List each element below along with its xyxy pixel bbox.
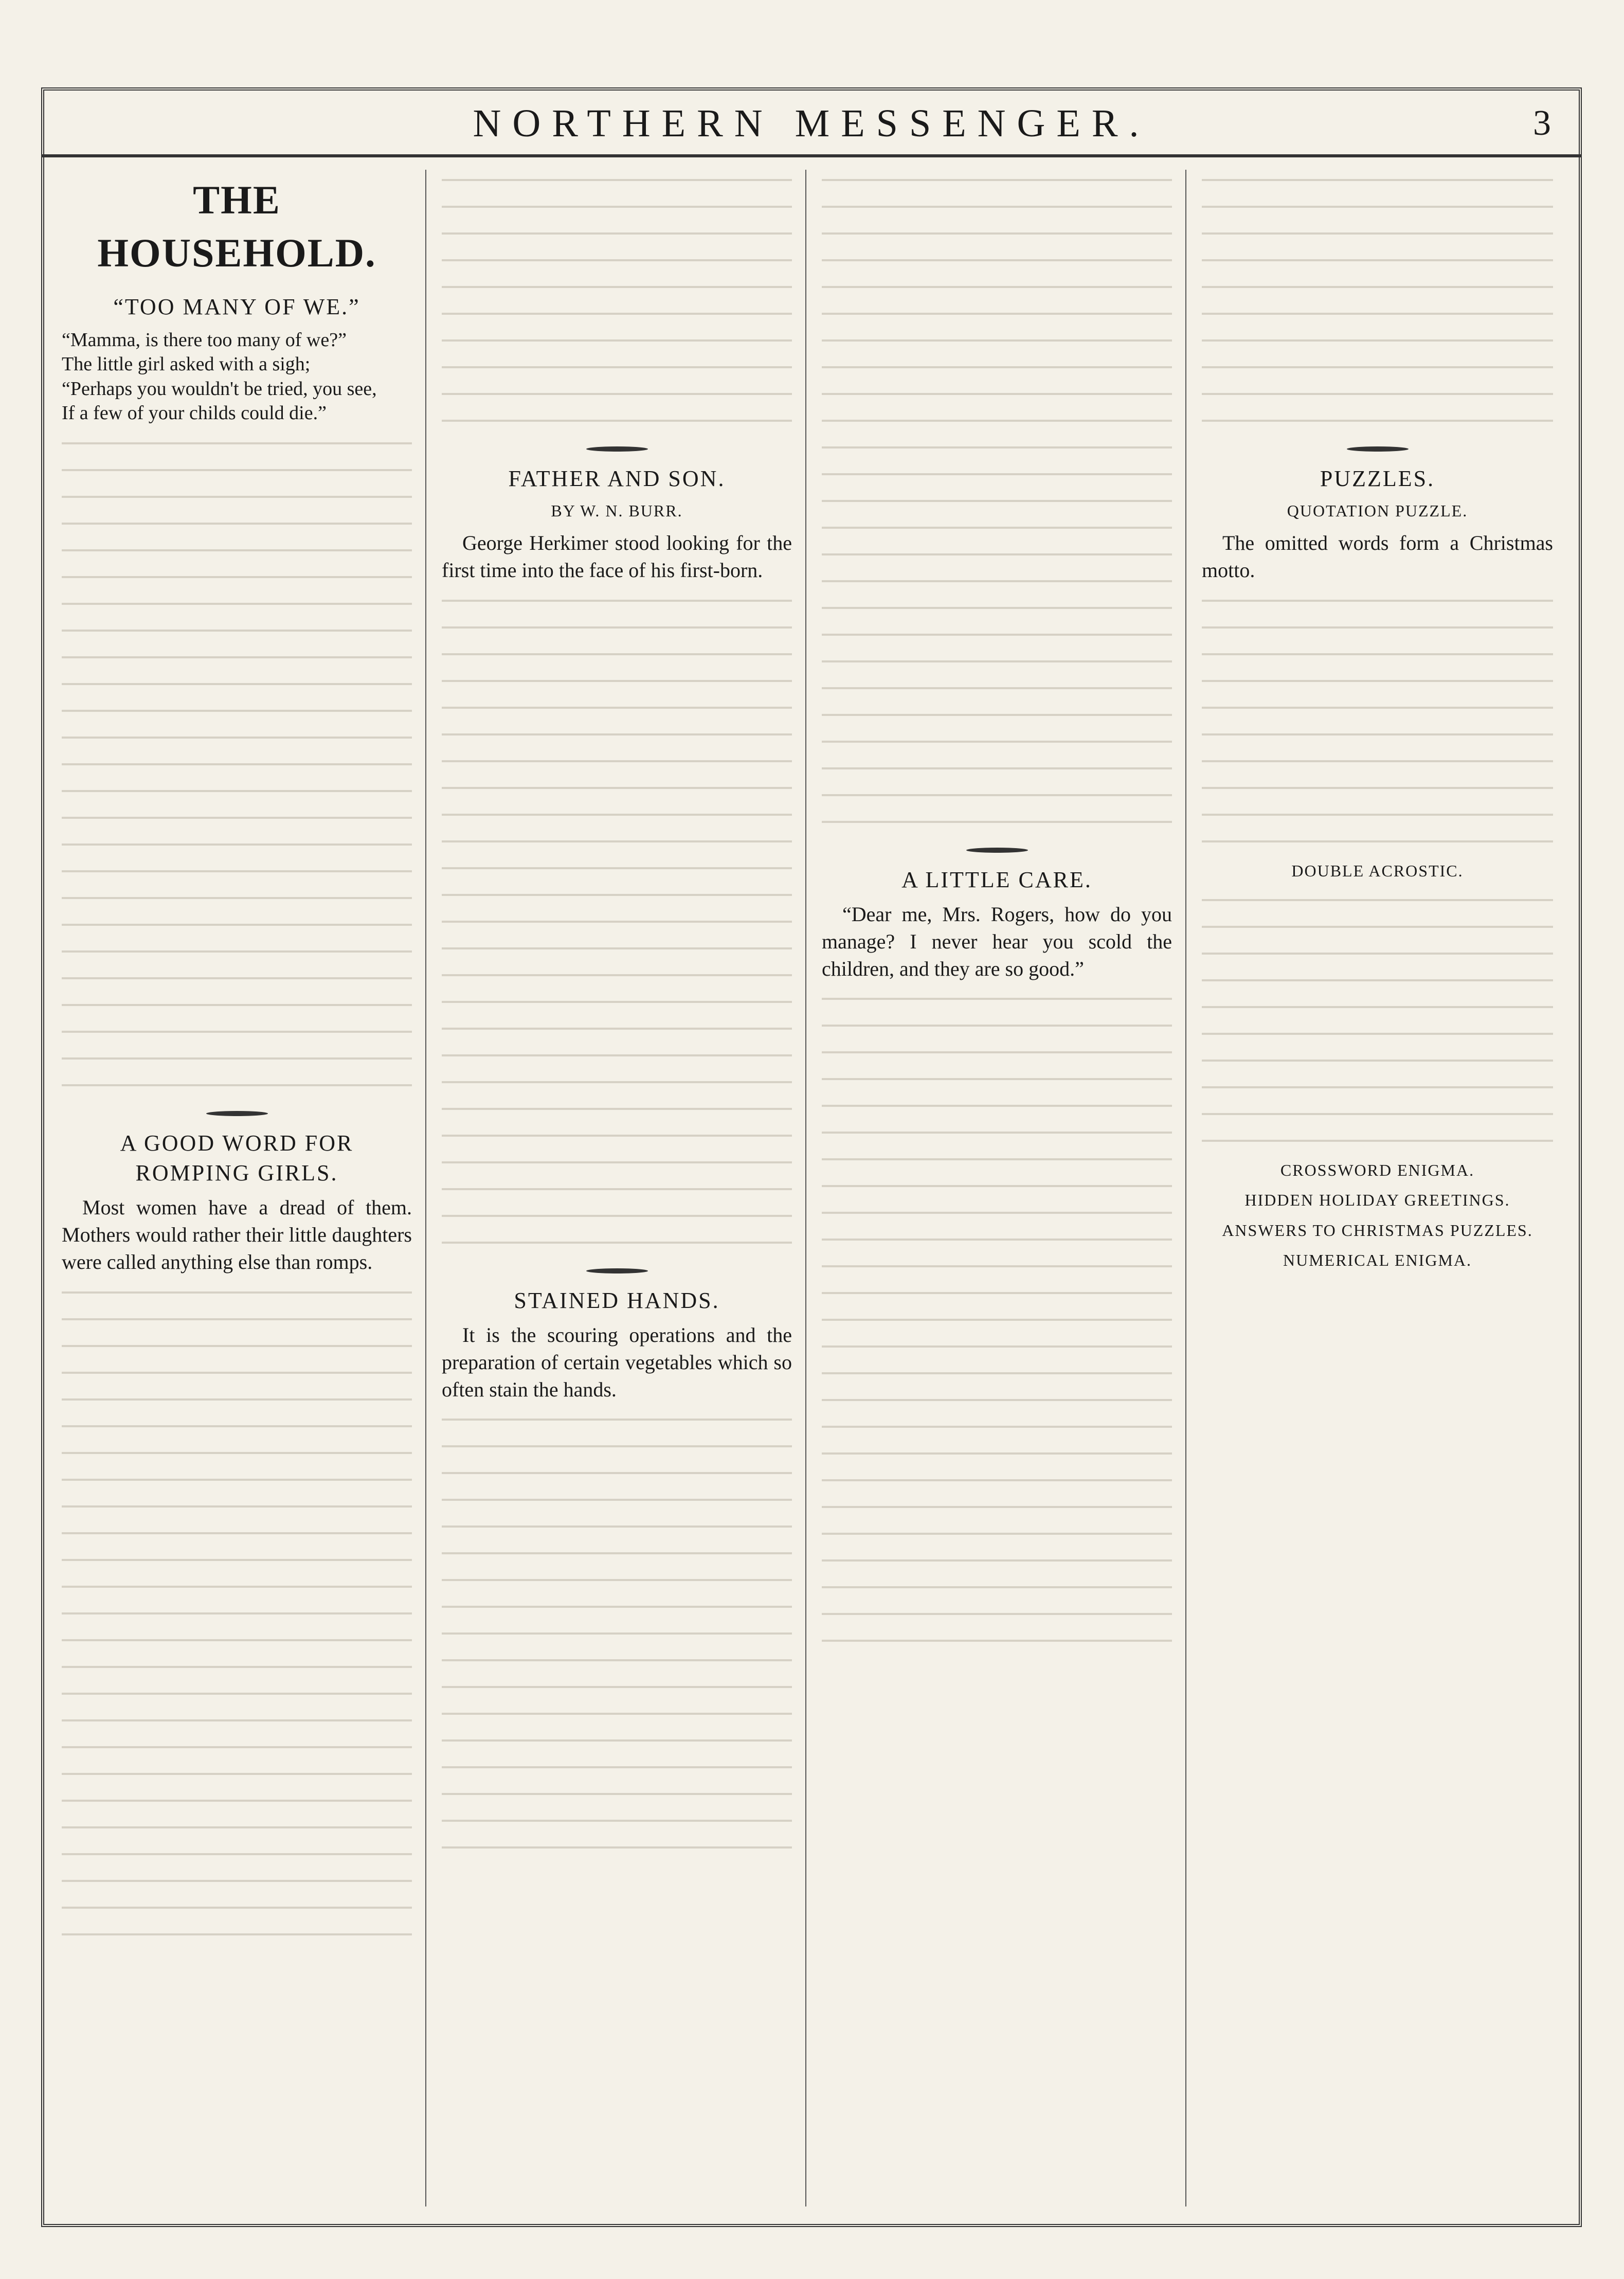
divider-ornament	[206, 1111, 268, 1116]
romping-girls-body	[62, 1282, 412, 1951]
quotation-puzzle-heading: QUOTATION PUZZLE.	[1287, 501, 1468, 521]
column-4	[1197, 170, 1566, 2206]
divider-ornament	[1347, 446, 1409, 452]
little-care-lead: “Dear me, Mrs. Rogers, how do you manage? I never hear you scold the children, and they are so good.”	[822, 903, 1172, 980]
romping-girls-lead: Most women have a dread of them. Mothers would rather their little daughters were called anything else than romps.	[62, 1196, 412, 1273]
hidden-greetings-heading: HIDDEN HOLIDAY GREETINGS.	[1244, 1191, 1510, 1210]
masthead-title: NORTHERN MESSENGER.	[473, 101, 1150, 145]
divider-ornament	[966, 848, 1028, 853]
little-care-title: A LITTLE CARE.	[901, 867, 1092, 892]
poem-title: “TOO MANY OF WE.”	[113, 294, 360, 319]
poem-line: “Perhaps you wouldn't be tried, you see,	[62, 378, 377, 400]
stained-hands-body	[442, 1409, 792, 1872]
father-and-son-body	[442, 590, 792, 1259]
stained-hands-title: STAINED HANDS.	[514, 1287, 720, 1313]
page-number: 3	[1533, 103, 1551, 143]
romping-girls-title: A GOOD WORD FOR ROMPING GIRLS.	[120, 1130, 354, 1186]
poem-body-text	[62, 433, 412, 1102]
masthead-rule	[41, 154, 1582, 157]
little-care-body	[822, 989, 1172, 1657]
father-and-son-lead: George Herkimer stood looking for the first time into the face of his first-born.	[442, 531, 792, 582]
stained-hands-lead: It is the scouring operations and the preparation of certain vegetables which so often stain the hands.	[442, 1323, 792, 1401]
continued-text	[442, 170, 792, 437]
column-3	[817, 170, 1186, 2206]
quotation-puzzle-intro: The omitted words form a Christmas motto.	[1202, 531, 1553, 582]
crossword-enigma-heading: CROSSWORD ENIGMA.	[1280, 1161, 1475, 1180]
column-2	[437, 170, 806, 2206]
poem-line: If a few of your childs could die.”	[62, 402, 327, 424]
poem	[62, 328, 412, 426]
puzzles-title: PUZZLES.	[1320, 466, 1435, 491]
divider-ornament	[586, 446, 648, 452]
stained-hands-continued	[822, 170, 1172, 838]
divider-ornament	[586, 1268, 648, 1273]
numerical-enigma-heading: NUMERICAL ENIGMA.	[1283, 1250, 1472, 1269]
little-care-continued	[1202, 170, 1553, 437]
columns	[57, 170, 1566, 2206]
poem-line: “Mamma, is there too many of we?”	[62, 329, 347, 351]
answers-heading: ANSWERS TO CHRISTMAS PUZZLES.	[1222, 1221, 1533, 1240]
father-and-son-title: FATHER AND SON.	[508, 466, 726, 491]
column-1	[57, 170, 426, 2206]
masthead-bar	[41, 98, 1582, 149]
double-acrostic-body	[1202, 890, 1553, 1157]
quotation-puzzle-body	[1202, 590, 1553, 858]
byline: BY W. N. BURR.	[551, 501, 683, 521]
poem-line: The little girl asked with a sigh;	[62, 353, 311, 375]
double-acrostic-heading: DOUBLE ACROSTIC.	[1291, 861, 1464, 880]
household-title: THE HOUSEHOLD.	[97, 177, 376, 275]
